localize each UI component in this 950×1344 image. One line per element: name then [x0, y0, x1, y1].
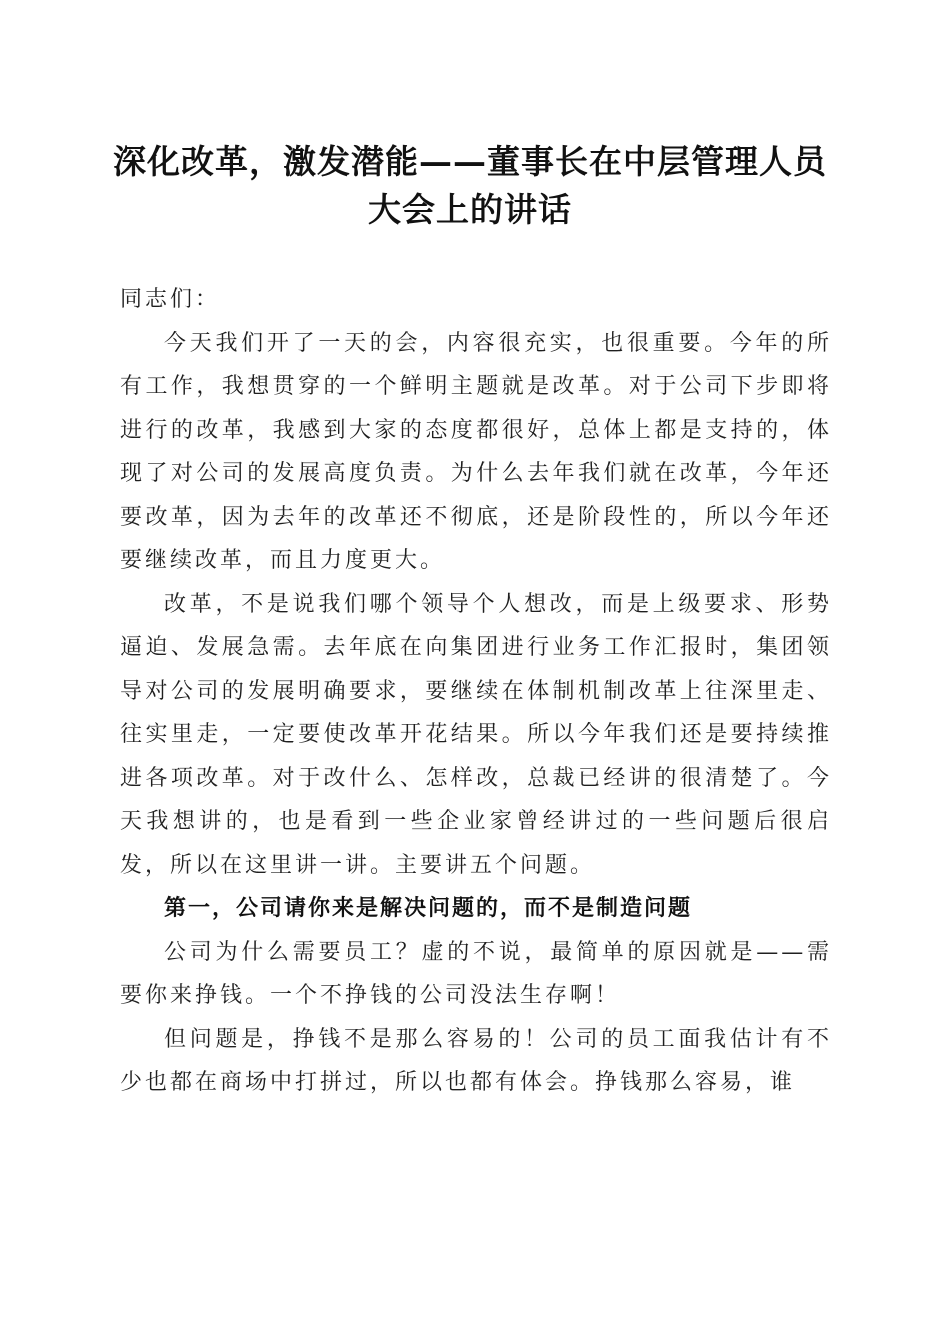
paragraph: 改革，不是说我们哪个领导个人想改，而是上级要求、形势逼迫、发展急需。去年底在向集团进行业务工作汇报时，集团领导对公司的发展明确要求，要继续在体制机制改革上往深里走、往实里走，一定要使改革开花结果。所以今年我们还是要持续推进各项改革。对于改什么、怎样改，总裁已经讲的很清楚了。今天我想讲的，也是看到一些企业家曾经讲过的一些问题后很启发，所以在这里讲一讲。主要讲五个问题。 — [120, 591, 832, 878]
paragraph: 但问题是，挣钱不是那么容易的！公司的员工面我估计有不少也都在商场中打拼过，所以也都有体会。挣钱那么容易，谁 — [120, 1026, 832, 1095]
paragraph: 公司为什么需要员工？虚的不说，最简单的原因就是——需要你来挣钱。一个不挣钱的公司没法生存啊！ — [120, 939, 832, 1008]
salutation: 同志们： — [120, 287, 221, 312]
paragraph: 今天我们开了一天的会，内容很充实，也很重要。今年的所有工作，我想贯穿的一个鲜明主题就是改革。对于公司下步即将进行的改革，我感到大家的态度都很好，总体上都是支持的，体现了对公司的发展高度负责。为什么去年我们就在改革，今年还要改革，因为去年的改革还不彻底，还是阶段性的，所以今年还要继续改革，而且力度更大。 — [120, 330, 832, 573]
section-heading: 第一，公司请你来是解决问题的，而不是制造问题 — [164, 895, 693, 921]
document-title: 深化改革，激发潜能——董事长在中层管理人员大会上的讲话 — [113, 142, 827, 229]
document-body — [120, 278, 832, 1105]
